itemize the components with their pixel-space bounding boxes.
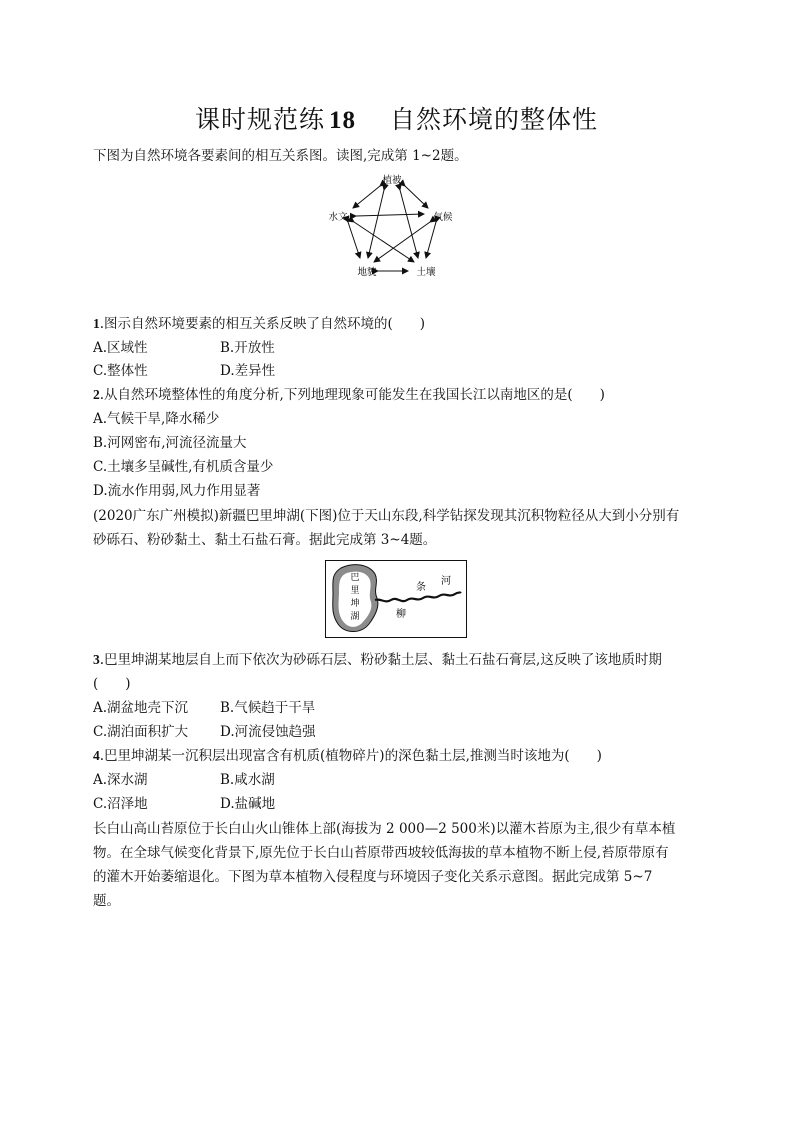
node-climate: 气候: [433, 212, 453, 223]
intro-q3-4-line1: (2020广东广州模拟)新疆巴里坤湖(下图)位于天山东段,科学钻探发现其沉积物粒径从大到小分别有: [93, 508, 680, 524]
title-topic: 自然环境的整体性: [390, 105, 599, 134]
intro-q5-7-line1: 长白山高山苔原位于长白山火山锥体上部(海拔为 2 000—2 500米)以灌木苔原为主,很少有草本植: [93, 821, 676, 837]
title-prefix: 课时规范练: [194, 105, 325, 134]
node-soil: 土壤: [416, 267, 436, 278]
lake-label-char-4: 湖: [350, 612, 360, 622]
question-number: 3: [93, 652, 100, 667]
q4-option-a: A.深水湖: [93, 772, 148, 788]
intro-q5-7-line3: 的灌木开始萎缩退化。下图为草本植物入侵程度与环境因子变化关系示意图。据此完成第 5~7: [93, 869, 653, 885]
question-3: [93, 650, 662, 670]
q2-option-a: A.气候干旱,降水稀少: [93, 411, 220, 427]
q1-option-d: D.差异性: [220, 363, 276, 379]
lake-label-char-1: 巴: [350, 573, 360, 583]
intro-q5-7-line2: 物。在全球气候变化背景下,原先位于长白山苔原带西坡较低海拔的草本植物不断上侵,苔原带原有: [93, 845, 669, 861]
node-hydrology: 水文: [328, 212, 348, 223]
q2-option-d: D.流水作用弱,风力作用显著: [93, 483, 261, 499]
barkol-lake-map: [325, 560, 467, 638]
intro-q5-7-line4: 题。: [93, 893, 120, 909]
q3-option-a: A.湖盆地壳下沉: [93, 700, 189, 716]
q1-option-c: C.整体性: [93, 363, 148, 379]
question-number: 2: [93, 387, 100, 402]
question-number: 1: [93, 316, 100, 331]
node-landform: 地貌: [357, 267, 377, 278]
question-4: [93, 746, 602, 766]
q3-option-b: B.气候趋于干旱: [220, 700, 316, 716]
q1-option-b: B.开放性: [220, 340, 275, 356]
question-1: [93, 314, 425, 334]
intro-q1-2: 下图为自然环境各要素间的相互关系图。读图,完成第 1~2题。: [93, 148, 468, 164]
intro-q3-4-line2: 砂砾石、粉砂黏土、黏土石盐石膏。据此完成第 3~4题。: [93, 532, 437, 548]
river-label-char-3: 河: [441, 576, 451, 587]
question-stem: .图示自然环境要素的相互关系反映了自然环境的( ): [99, 316, 426, 332]
question-stem: .从自然环境整体性的角度分析,下列地理现象可能发生在我国长江以南地区的是( ): [99, 387, 605, 403]
q2-option-c: C.土壤多呈碱性,有机质含量少: [93, 459, 274, 475]
q4-option-c: C.沼泽地: [93, 796, 148, 812]
node-vegetation: 植被: [382, 175, 402, 186]
q4-option-d: D.盐碱地: [220, 796, 276, 812]
river-label-char-1: 柳: [396, 609, 406, 620]
question-stem: .巴里坤湖某地层自上而下依次为砂砾石层、粉砂黏土层、黏土石盐石膏层,这反映了该地质时期: [99, 652, 662, 668]
lake-label-char-2: 里: [350, 586, 360, 596]
lake-label-char-3: 坤: [350, 599, 360, 609]
question-3-paren: ( ): [93, 676, 131, 692]
q2-option-b: B.河网密布,河流径流量大: [93, 435, 247, 451]
river-label-char-2: 条: [416, 582, 426, 593]
page-title: [0, 100, 793, 136]
q4-option-b: B.咸水湖: [220, 772, 275, 788]
q3-option-d: D.河流侵蚀趋强: [220, 724, 316, 740]
question-2: [93, 385, 605, 405]
question-stem: .巴里坤湖某一沉积层出现富含有机质(植物碎片)的深色黏土层,推测当时该地为( ): [99, 748, 602, 764]
question-number: 4: [93, 748, 100, 763]
q3-option-c: C.湖泊面积扩大: [93, 724, 189, 740]
title-number: 18: [329, 107, 356, 134]
q1-option-a: A.区域性: [93, 340, 148, 356]
element-relationship-diagram: [320, 170, 470, 282]
